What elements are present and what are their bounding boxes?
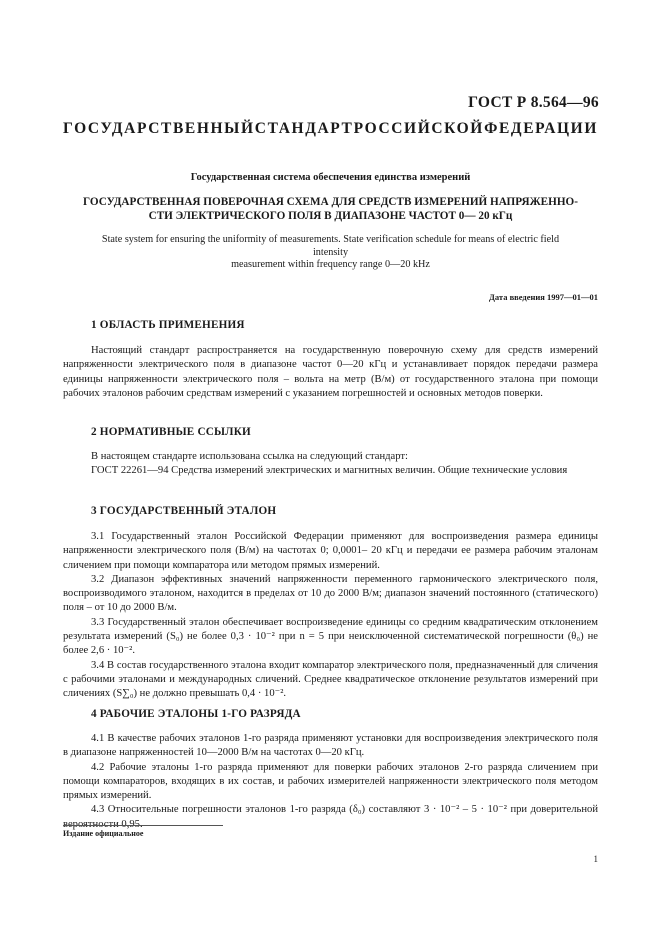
document-title-line: СТИ ЭЛЕКТРИЧЕСКОГО ПОЛЯ В ДИАПАЗОНЕ ЧАСТОТ 0— 20 кГц	[148, 210, 513, 222]
section-body-scope	[63, 344, 598, 401]
english-title	[63, 234, 598, 272]
paragraph: 4.3 Относительные погрешности эталонов 1-го разряда (δ₀) составляют 3 · 10⁻² – 5 · 10⁻² при доверительной вероятности 0,95.	[63, 804, 598, 830]
title-word: СТАНДАРТ	[254, 120, 354, 137]
english-title-line: intensity	[312, 246, 349, 258]
paragraph: Настоящий стандарт распространяется на государственную поверочную схему для средств измерений напряженности электрического поля в диапазоне частот 0—20 кГц и устанавливает порядок передачи размера единицы напряженности электрического поля – вольта на метр (В/м) от государственного эталона при помощи рабочих эталонов рабочим средствам измерений с указанием погрешностей и основных методов поверки.	[63, 345, 598, 399]
document-title	[63, 195, 598, 223]
english-title-line: State system for ensuring the uniformity of measurements. State verification schedule for means of electric field	[101, 234, 560, 245]
paragraph: 3.4 В состав государственного эталона входит компаратор электрического поля, предназначенный для сличения с рабочими эталонами и международных сличений. Среднее квадратическое отклонение результатов измерений при сличениях (S∑₀) не должно превышать 0,4 · 10⁻².	[63, 659, 598, 700]
paragraph: 4.2 Рабочие эталоны 1-го разряда применяют для поверки рабочих эталонов 2-го разряда сличением при помощи компараторов, входящих в их состав, и рабочих измерителей напряженности электрического поля методом прямых измерений.	[63, 761, 598, 802]
edition-note: Издание официальное	[63, 829, 144, 838]
system-line: Государственная система обеспечения единства измерений	[190, 172, 471, 183]
section-body-state-standard	[63, 530, 598, 702]
section-body-references	[63, 450, 598, 479]
english-title-line: measurement within frequency range 0—20 kHz	[231, 259, 430, 270]
date-introduced: Дата введения 1997—01—01	[489, 292, 598, 302]
paragraph: 3.1 Государственный эталон Российской Федерации применяют для воспроизведения размера единицы напряженности электрического поля (В/м) на частотах 0; 0,0001– 20 кГц и передачи ее размера рабочим эталонам сличением при помощи компаратора или методом прямых измерений.	[63, 531, 598, 571]
paragraph: 4.1 В качестве рабочих эталонов 1-го разряда применяют установки для воспроизведения электрического поля в диапазоне напряженностей 10—2000 В/м на частотах 0—20 кГц.	[63, 733, 598, 759]
title-word: ФЕДЕРАЦИИ	[484, 120, 598, 137]
standard-number: ГОСТ Р 8.564—96	[468, 94, 599, 111]
paragraph: В настоящем стандарте использована ссылка на следующий стандарт:	[91, 451, 408, 462]
page-number: 1	[593, 854, 598, 864]
section-heading-state-standard: 3 ГОСУДАРСТВЕННЫЙ ЭТАЛОН	[91, 505, 277, 517]
section-body-working-standards	[63, 732, 598, 832]
section-heading-scope: 1 ОБЛАСТЬ ПРИМЕНЕНИЯ	[91, 319, 245, 331]
footer-divider	[63, 825, 223, 826]
title-word: ГОСУДАРСТВЕННЫЙ	[63, 120, 255, 137]
title-word: РОССИЙСКОЙ	[353, 120, 484, 137]
paragraph: 3.2 Диапазон эффективных значений напряженности переменного гармонического электрического поля, воспроизводимого эталоном, находится в пределах от 10 до 2000 В/м; диапазон значений постоянного (статического) поля – от 10 до 2000 В/м.	[63, 573, 598, 614]
paragraph: ГОСТ 22261—94 Средства измерений электрических и магнитных величин. Общие технические условия	[91, 465, 568, 477]
document-title-line: ГОСУДАРСТВЕННАЯ ПОВЕРОЧНАЯ СХЕМА ДЛЯ СРЕДСТВ ИЗМЕРЕНИЙ НАПРЯЖЕННО-	[83, 196, 578, 208]
paragraph: 3.3 Государственный эталон обеспечивает воспроизведение единицы со средним квадратическим отклонением результата измерений (S₀) не более 0,3 · 10⁻² при n = 5 при неисключенной систематической погрешности (θ₀) не более 2,6 · 10⁻².	[63, 616, 598, 657]
section-heading-references: 2 НОРМАТИВНЫЕ ССЫЛКИ	[91, 426, 251, 438]
standard-title	[63, 120, 598, 138]
section-heading-working-standards: 4 РАБОЧИЕ ЭТАЛОНЫ 1-ГО РАЗРЯДА	[91, 708, 301, 720]
